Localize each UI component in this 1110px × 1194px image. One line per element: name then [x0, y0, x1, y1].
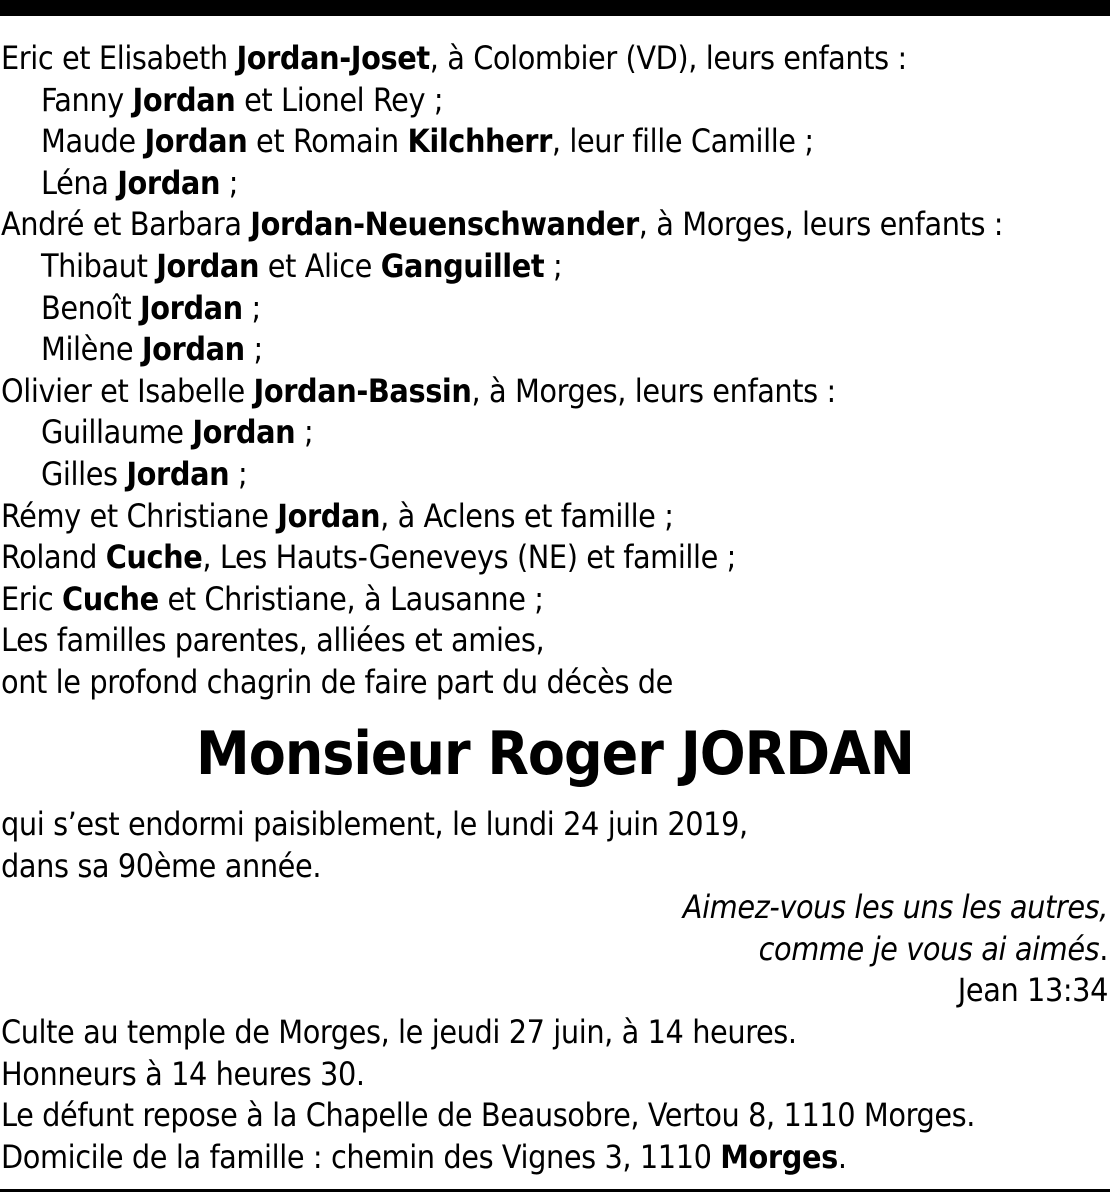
- family-line-8: Milène Jordan ;: [41, 330, 263, 369]
- service-line-3: Le défunt repose à la Chapelle de Beausobre, Vertou 8, 1110 Morges.: [1, 1096, 975, 1135]
- family-line-9: Olivier et Isabelle Jordan-Bassin, à Morges, leurs enfants :: [1, 371, 836, 410]
- family-line-4: Léna Jordan ;: [41, 163, 239, 202]
- family-line-3: Maude Jordan et Romain Kilchherr, leur fille Camille ;: [41, 122, 814, 161]
- family-line-6: Thibaut Jordan et Alice Ganguillet ;: [41, 247, 563, 285]
- verse-reference: Jean 13:34: [957, 971, 1108, 1010]
- family-line-14: Eric Cuche et Christiane, à Lausanne ;: [1, 579, 544, 618]
- passing-line-2: dans sa 90ème année.: [1, 846, 322, 885]
- deceased-name: Monsieur Roger JORDAN: [196, 719, 914, 789]
- family-line-5: André et Barbara Jordan-Neuenschwander, à Morges, leurs enfants :: [1, 205, 1004, 244]
- family-line-11: Gilles Jordan ;: [41, 455, 248, 493]
- family-line-2: Fanny Jordan et Lionel Rey ;: [41, 80, 444, 119]
- verse-line-1: Aimez-vous les uns les autres,: [682, 888, 1108, 926]
- family-line-10: Guillaume Jordan ;: [41, 413, 314, 452]
- service-line-1: Culte au temple de Morges, le jeudi 27 juin, à 14 heures.: [1, 1013, 797, 1051]
- service-line-2: Honneurs à 14 heures 30.: [1, 1054, 365, 1093]
- passing-line-1: qui s’est endormi paisiblement, le lundi 24 juin 2019,: [1, 805, 748, 843]
- verse-line-2: comme je vous ai aimés.: [758, 929, 1108, 968]
- family-line-13: Roland Cuche, Les Hauts-Geneveys (NE) et famille ;: [1, 538, 736, 577]
- family-line-16: ont le profond chagrin de faire part du décès de: [1, 663, 674, 701]
- bottom-rule: [0, 1189, 1110, 1192]
- top-rule: [0, 0, 1110, 16]
- family-line-15: Les familles parentes, alliées et amies,: [1, 621, 545, 660]
- family-line-7: Benoît Jordan ;: [41, 288, 261, 327]
- family-line-1: Eric et Elisabeth Jordan-Joset, à Colombier (VD), leurs enfants :: [1, 39, 907, 77]
- service-line-4: Domicile de la famille : chemin des Vignes 3, 1110 Morges.: [1, 1137, 847, 1176]
- family-line-12: Rémy et Christiane Jordan, à Aclens et famille ;: [1, 496, 674, 535]
